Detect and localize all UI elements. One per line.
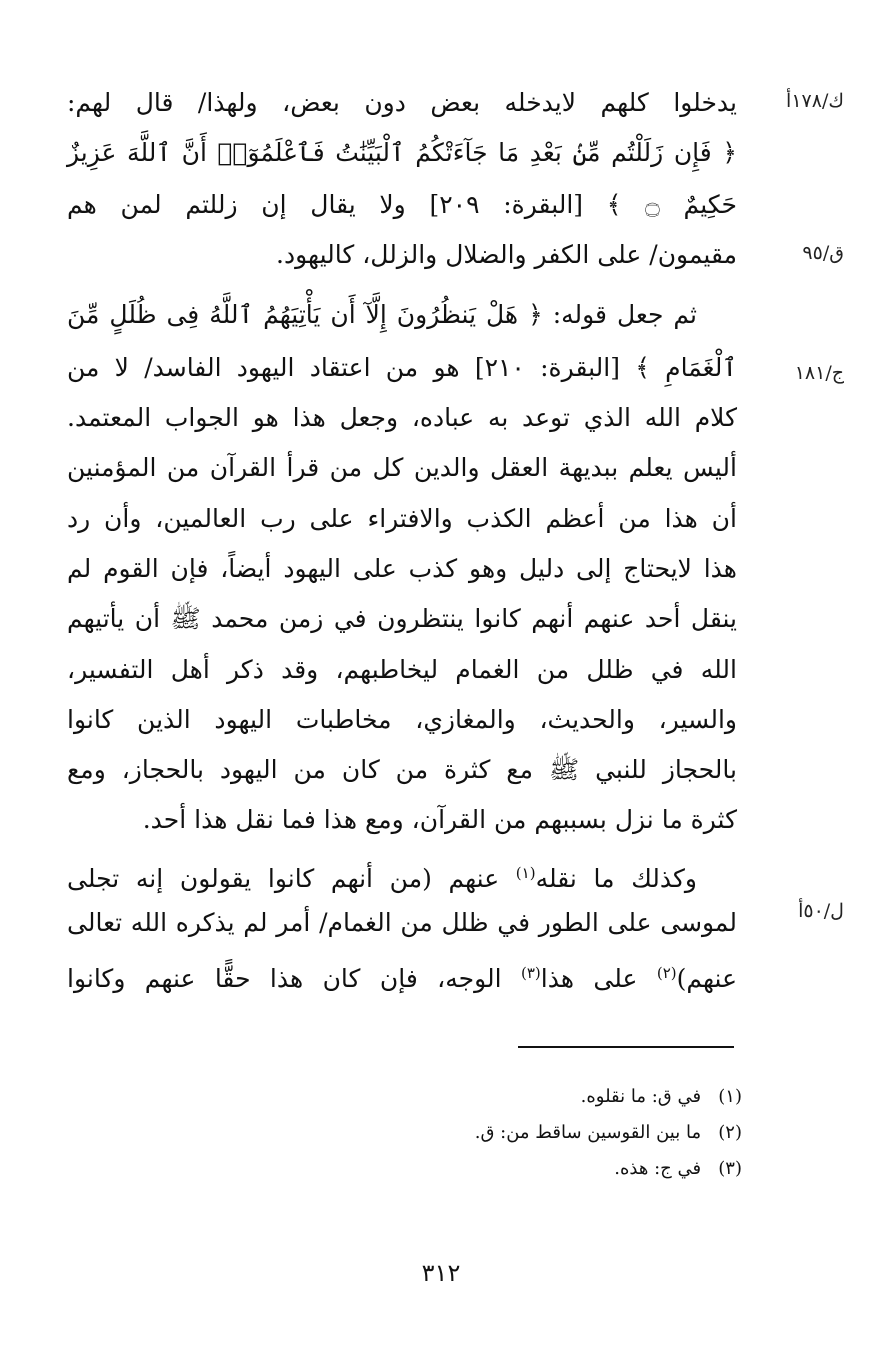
footnote-ref: (١)	[515, 864, 536, 882]
text-line: ثم جعل قوله: ﴿ هَلْ يَنظُرُونَ إِلَّآ أَن يَأْتِيَهُمُ ٱللَّهُ فِى ظُلَلٍ مِّنَ	[67, 300, 697, 329]
text-line	[67, 948, 737, 998]
margin-ref-k: ك/١٧٨أ	[786, 90, 844, 112]
footnote-text: ما بين القوسين ساقط من: ق.	[474, 1122, 702, 1143]
footnote-text: في ج: هذه.	[614, 1158, 702, 1179]
text-line: حَكِيمٌ ۝ ﴾ [البقرة: ٢٠٩] ولا يقال إن زللتم لمن هم	[67, 190, 737, 219]
footnote-number: (٣)	[718, 1158, 742, 1179]
quran-verse-line: ﴿ فَإِن زَلَلْتُم مِّنۢ بَعْدِ مَا جَآءَتْكُمُ ٱلْبَيِّنَٰتُ فَٱعْلَمُوٓا۟ أَنَّ ٱللَّهَ عَزِيزٌ	[67, 138, 737, 167]
footnote-number: (٢)	[718, 1122, 742, 1143]
text-line: كلام الله الذي توعد به عباده، وجعل هذا هو الجواب المعتمد.	[67, 403, 737, 432]
text-segment: عنهم (من أنهم كانوا يقولون إنه تجلى	[67, 864, 500, 893]
text-line: أن هذا من أعظم الكذب والافتراء على رب العالمين، وأن رد	[67, 504, 737, 533]
margin-ref-q: ق/٩٥	[802, 242, 844, 264]
text-line: لموسى على الطور في ظلل من الغمام/ أمر لم يذكره الله تعالى	[67, 908, 737, 937]
text-line: أليس يعلم ببديهة العقل والدين كل من قرأ القرآن من المؤمنين	[67, 453, 737, 482]
text-line: مقيمون/ على الكفر والضلال والزلل، كاليهود.	[276, 240, 737, 269]
footnote-text: في ق: ما نقلوه.	[580, 1086, 702, 1107]
footnote	[475, 1120, 742, 1146]
text-segment: وكذلك ما نقله	[535, 864, 697, 893]
text-line: يدخلوا كلهم لايدخله بعض دون بعض، ولهذا/ قال لهم:	[67, 88, 737, 117]
margin-ref-j: ج/١٨١	[794, 362, 844, 384]
footnote-ref: (٢)	[656, 964, 677, 982]
text-line: ينقل أحد عنهم أنهم كانوا ينتظرون في زمن محمد ﷺ أن يأتيهم	[67, 604, 737, 633]
footnote	[581, 1084, 742, 1110]
footnote-number: (١)	[718, 1086, 742, 1107]
text-line: الله في ظلل من الغمام ليخاطبهم، وقد ذكر أهل التفسير،	[67, 655, 737, 684]
text-segment: على هذا	[540, 964, 638, 993]
text-line: كثرة ما نزل بسببهم من القرآن، ومع هذا فما نقل هذا أحد.	[142, 805, 737, 834]
text-line: والسير، والحديث، والمغازي، مخاطبات اليهود الذين كانوا	[67, 705, 737, 734]
margin-ref-l: ل/٥٠أ	[798, 900, 844, 922]
footnote-ref: (٣)	[520, 964, 541, 982]
text-line: ٱلْغَمَامِ ﴾ [البقرة: ٢١٠] هو من اعتقاد اليهود الفاسد/ لا من	[67, 353, 737, 382]
text-line: بالحجاز للنبي ﷺ مع كثرة من كان من اليهود بالحجاز، ومع	[67, 755, 737, 784]
footnote	[614, 1156, 742, 1182]
text-line: هذا لايحتاج إلى دليل وهو كذب على اليهود أيضاً، فإن القوم لم	[67, 554, 737, 583]
page-number: ٣١٢	[421, 1259, 461, 1287]
text-line	[67, 848, 697, 898]
text-segment: عنهم)	[676, 964, 738, 993]
footnote-separator	[518, 1046, 734, 1048]
text-segment: الوجه، فإن كان هذا حقًّا عنهم وكانوا	[67, 964, 502, 993]
